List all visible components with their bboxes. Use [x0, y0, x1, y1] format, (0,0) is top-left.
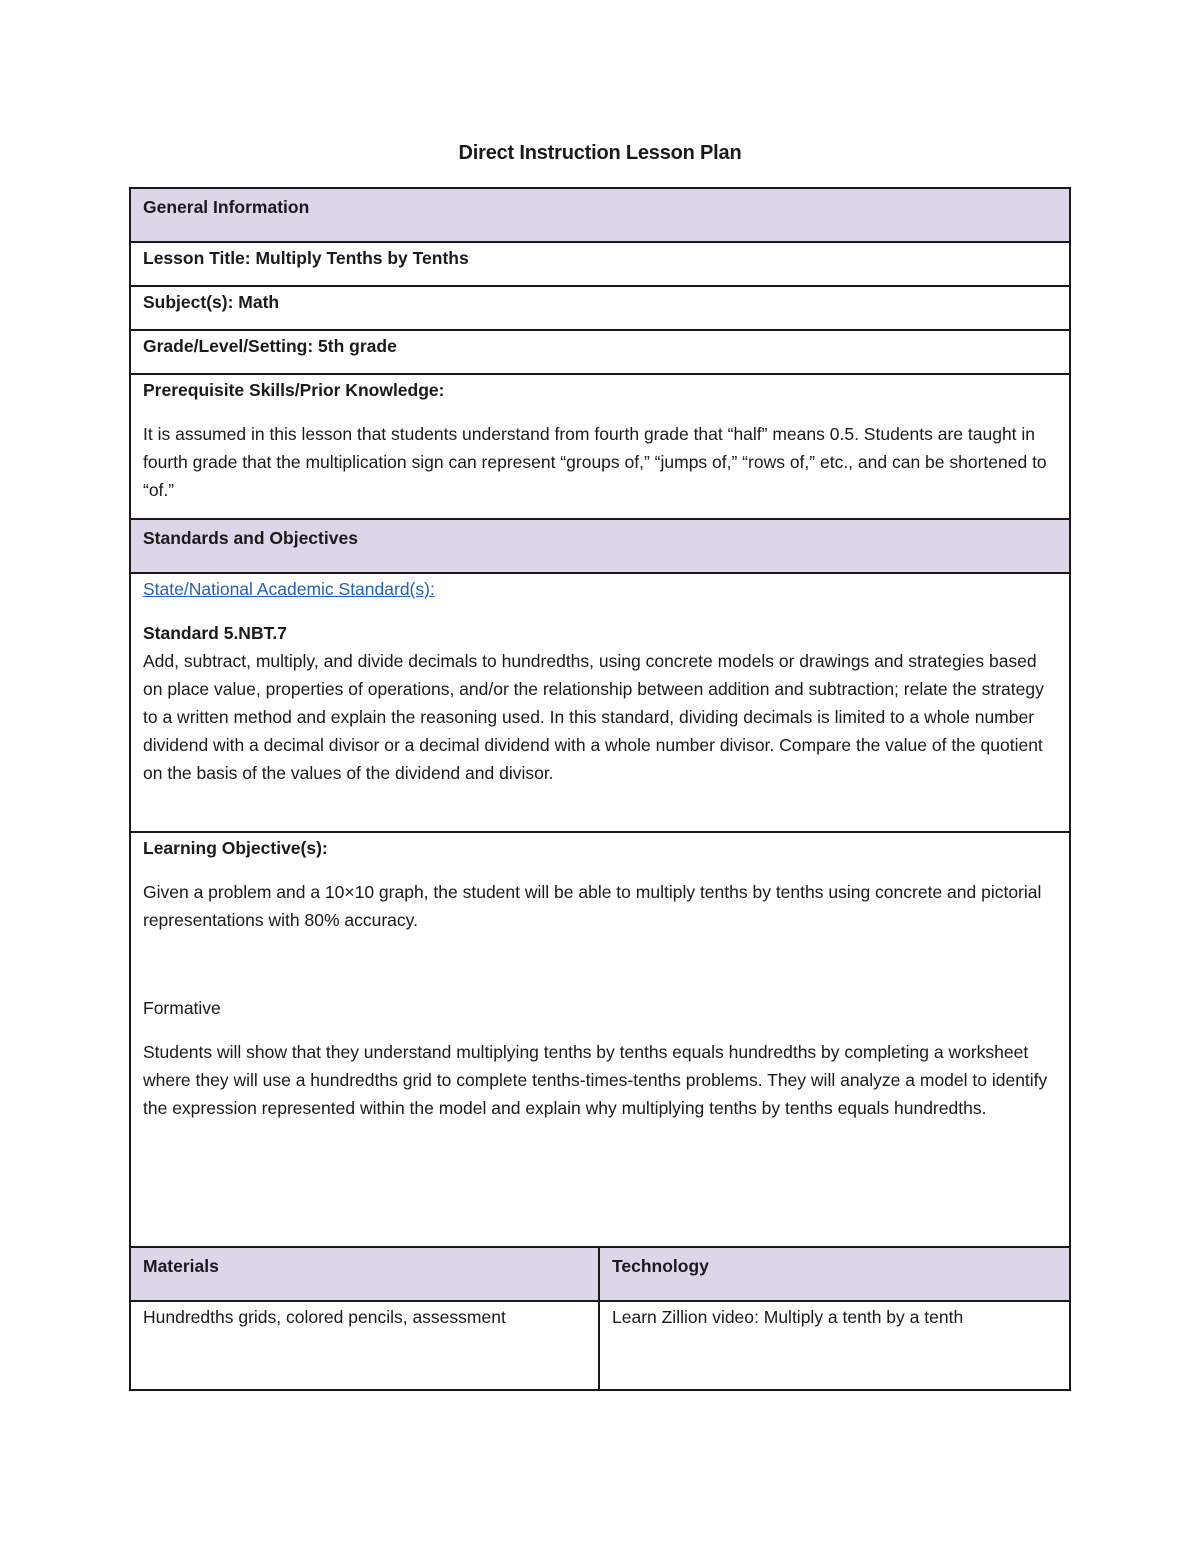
general-info-header-row [130, 188, 1070, 242]
formative-label: Formative [143, 998, 221, 1018]
objective-label: Learning Objective(s): [143, 838, 328, 858]
technology-header: Technology [599, 1247, 1070, 1301]
standards-row [130, 573, 1070, 832]
standard-text: Add, subtract, multiply, and divide decimals to hundredths, using concrete models or drawings and strategies based on place value, properties of operations, and/or the relationship between addition and subtraction; relate the strategy to a written method and explain the reasoning used. In this standard, dividing decimals is limited to a whole number dividend with a decimal divisor or a decimal dividend with a whole number divisor. Compare the value of the quotient on the basis of the values of the dividend and divisor. [143, 651, 1044, 783]
lesson-title-row [130, 242, 1070, 286]
objective-text: Given a problem and a 10×10 graph, the student will be able to multiply tenths by tenths using concrete and pictorial representations with 80% accuracy. [143, 882, 1042, 930]
prereq-label: Prerequisite Skills/Prior Knowledge: [143, 380, 445, 400]
subjects: Subject(s): Math [130, 286, 1070, 330]
lesson-title: Lesson Title: Multiply Tenths by Tenths [130, 242, 1070, 286]
prereq-cell [130, 374, 1070, 519]
materials-header: Materials [130, 1247, 599, 1301]
standards-link[interactable]: State/National Academic Standard(s): [143, 579, 435, 599]
grade-level-setting: Grade/Level/Setting: 5th grade [130, 330, 1070, 374]
document-title: Direct Instruction Lesson Plan [458, 142, 742, 164]
objectives-cell [130, 832, 1070, 1247]
prereq-row [130, 374, 1070, 519]
formative-text: Students will show that they understand multiplying tenths by tenths equals hundredths by completing a worksheet where they will use a hundredths grid to complete tenths-times-tenths problems. They will analyze a model to identify the expression represented within the model and explain why multiplying tenths by tenths equals hundredths. [143, 1042, 1048, 1118]
materials-technology-header-row [130, 1247, 1070, 1301]
prereq-text: It is assumed in this lesson that students understand from fourth grade that “half” means 0.5. Students are taught in fourth grade that the multiplication sign can represent “groups of,” “jumps of,” “rows of,” etc., and can be shortened to “of.” [143, 424, 1047, 500]
subjects-row [130, 286, 1070, 330]
lesson-plan-table [129, 187, 1071, 1391]
grade-row [130, 330, 1070, 374]
technology-text: Learn Zillion video: Multiply a tenth by a tenth [599, 1301, 1070, 1390]
general-info-header: General Information [130, 188, 1070, 242]
standard-id: Standard 5.NBT.7 [143, 623, 287, 643]
standards-header-row [130, 519, 1070, 573]
objectives-row [130, 832, 1070, 1247]
materials-text: Hundredths grids, colored pencils, assessment [130, 1301, 599, 1390]
materials-technology-row [130, 1301, 1070, 1390]
standards-cell [130, 573, 1070, 832]
standards-header: Standards and Objectives [130, 519, 1070, 573]
